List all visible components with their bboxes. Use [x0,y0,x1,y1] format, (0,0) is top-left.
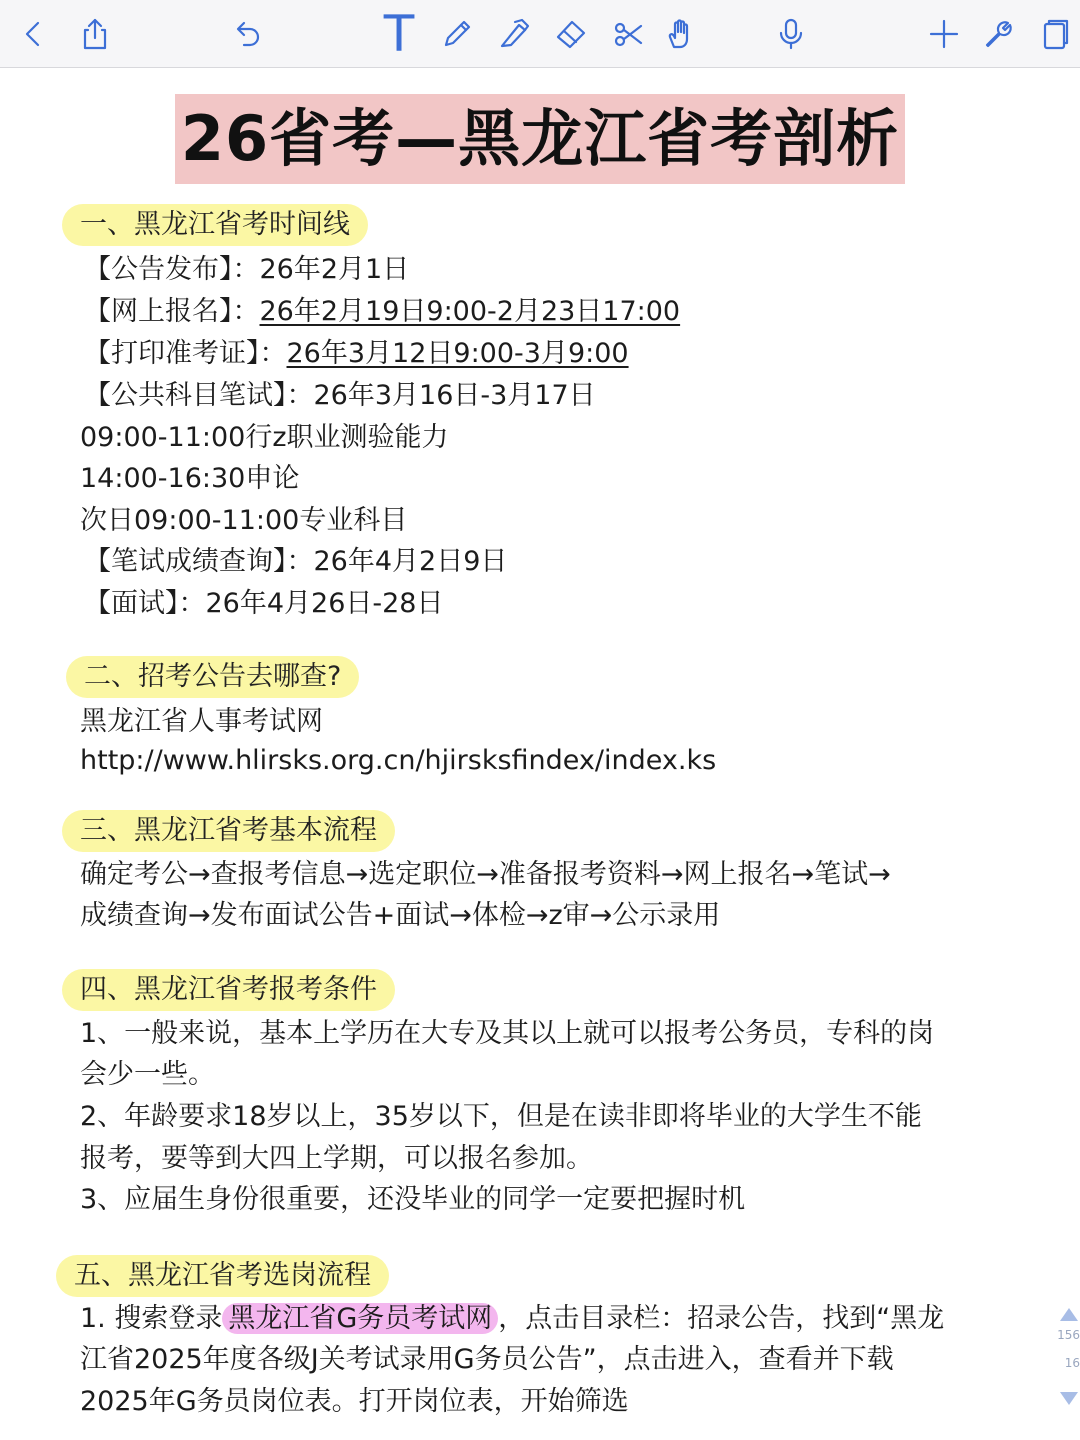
text-line [80,1299,944,1339]
text-line: 黑龙江省人事考试网 [80,706,323,737]
pen-icon[interactable] [434,10,480,58]
section-heading-conditions: 四、黑龙江省考报考条件 [62,969,395,1011]
section-heading-process: 三、黑龙江省考基本流程 [62,810,395,852]
text-line: 成绩查询→发布面试公告+面试→体检→z审→公示录用 [80,900,721,931]
url-text: http://www.hlirsks.org.cn/hjirsksfindex/index.ks [80,745,717,776]
back-icon[interactable] [10,10,56,58]
text-line: 09:00-11:00行z职业测验能力 [80,422,449,453]
tools-icon[interactable] [975,10,1021,58]
share-icon[interactable] [72,10,118,58]
text-line: 会少一些。 [80,1059,215,1090]
scroll-down-icon[interactable] [1060,1392,1078,1405]
text-line: 江省2025年度各级J关考试录用G务员公告”，点击进入，查看并下载 [80,1344,894,1375]
text-line: 确定考公→查报考信息→选定职位→准备报考资料→网上报名→笔试→ [80,859,891,890]
text-tool-icon[interactable]: T [383,5,415,63]
page-number: 16 [1064,1356,1080,1370]
section-heading-timeline: 一、黑龙江省考时间线 [62,204,368,246]
text-span: 1. 搜索登录 [80,1303,223,1334]
text-line: 【公共科目笔试】：26年3月16日-3月17日 [84,380,596,411]
text-line: 2025年G务员岗位表。打开岗位表，开始筛选 [80,1386,629,1417]
toolbar [0,0,1080,68]
highlighter-icon[interactable] [491,10,537,58]
text-line [84,334,629,374]
page-icon[interactable] [1032,10,1078,58]
highlighted-text: 黑龙江省G务员考试网 [222,1303,498,1334]
section-heading-where: 二、招考公告去哪查? [66,656,359,698]
text-line [84,292,680,332]
underlined-text: 26年2月19日9:00-2月23日17:00 [259,296,681,327]
text-line: 【公告发布】：26年2月1日 [84,254,410,285]
text-line: 3、应届生身份很重要，还没毕业的同学一定要把握时机 [80,1184,746,1215]
text-line: 【面试】：26年4月26日-28日 [84,588,444,619]
text-line: 1、一般来说，基本上学历在大专及其以上就可以报考公务员，专科的岗 [80,1018,935,1049]
text-line: 【笔试成绩查询】：26年4月2日9日 [84,546,508,577]
lasso-icon[interactable] [605,10,651,58]
text-span: 【网上报名】： [84,296,260,327]
mic-icon[interactable] [768,10,814,58]
text-line: 14:00-16:30申论 [80,463,300,494]
title-text: 26省考—黑龙江省考剖析 [175,94,905,184]
text-span: ，点击目录栏：招录公告，找到“黑龙 [498,1303,945,1334]
text-line: 次日09:00-11:00专业科目 [80,505,408,536]
section-heading-selection: 五、黑龙江省考选岗流程 [56,1255,389,1297]
eraser-icon[interactable] [548,10,594,58]
page-scroller[interactable] [1058,1308,1080,1408]
page-title [0,94,1080,184]
scroll-up-icon[interactable] [1060,1308,1078,1321]
text-line: 报考，要等到大四上学期，可以报名参加。 [80,1143,593,1174]
hand-icon[interactable] [658,10,704,58]
underlined-text: 26年3月12日9:00-3月9:00 [286,338,629,369]
text-span: 【打印准考证】： [84,338,287,369]
note-page [0,68,1080,1440]
add-icon[interactable] [921,10,967,58]
undo-icon[interactable] [224,10,270,58]
text-line: 2、年龄要求18岁以上，35岁以下，但是在读非即将毕业的大学生不能 [80,1101,922,1132]
page-number: 156 [1057,1328,1080,1342]
